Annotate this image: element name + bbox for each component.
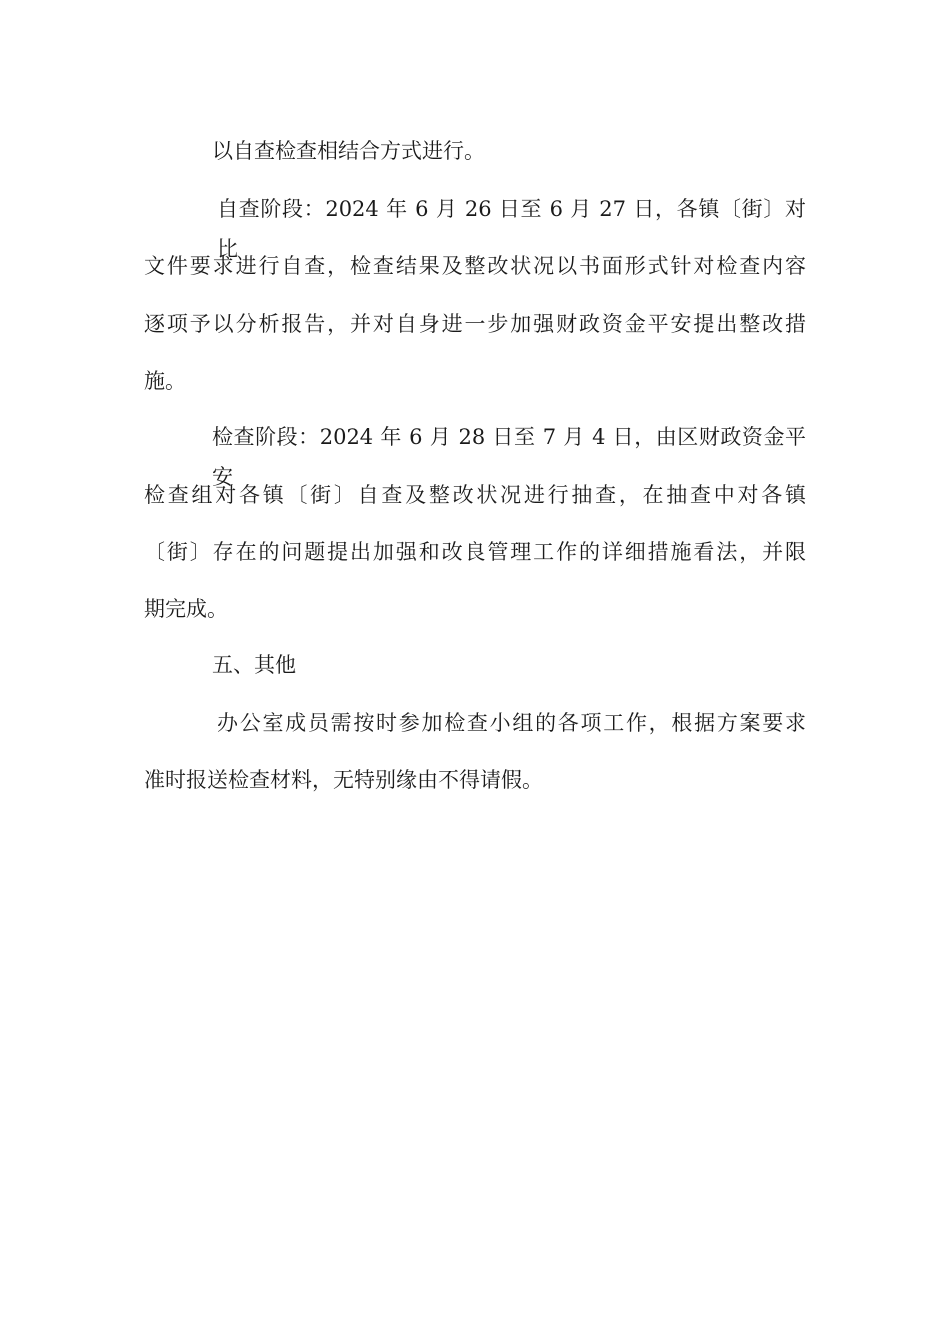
text-line-11: 办公室成员需按时参加检查小组的各项工作，根据方案要求 — [217, 711, 806, 735]
text-line-2: 自查阶段：2024 年 6 月 26 日至 6 月 27 日，各镇〔街〕对比 — [217, 197, 806, 261]
text-line-9: 期完成。 — [144, 597, 228, 621]
text-line-3: 文件要求进行自查，检查结果及整改状况以书面形式针对检查内容 — [144, 254, 806, 278]
text-line-4: 逐项予以分析报告，并对自身进一步加强财政资金平安提出整改措 — [144, 312, 806, 336]
text-line-6: 检查阶段：2024 年 6 月 28 日至 7 月 4 日，由区财政资金平安 — [212, 425, 806, 489]
text-line-12: 准时报送检查材料，无特别缘由不得请假。 — [144, 768, 543, 792]
text-line-7: 检查组对各镇〔街〕自查及整改状况进行抽查，在抽查中对各镇 — [144, 483, 806, 507]
text-line-1: 以自查检查相结合方式进行。 — [212, 139, 485, 163]
section-heading: 五、其他 — [212, 653, 296, 677]
text-line-8: 〔街〕存在的问题提出加强和改良管理工作的详细措施看法，并限 — [144, 540, 806, 564]
text-line-5: 施。 — [144, 369, 186, 393]
